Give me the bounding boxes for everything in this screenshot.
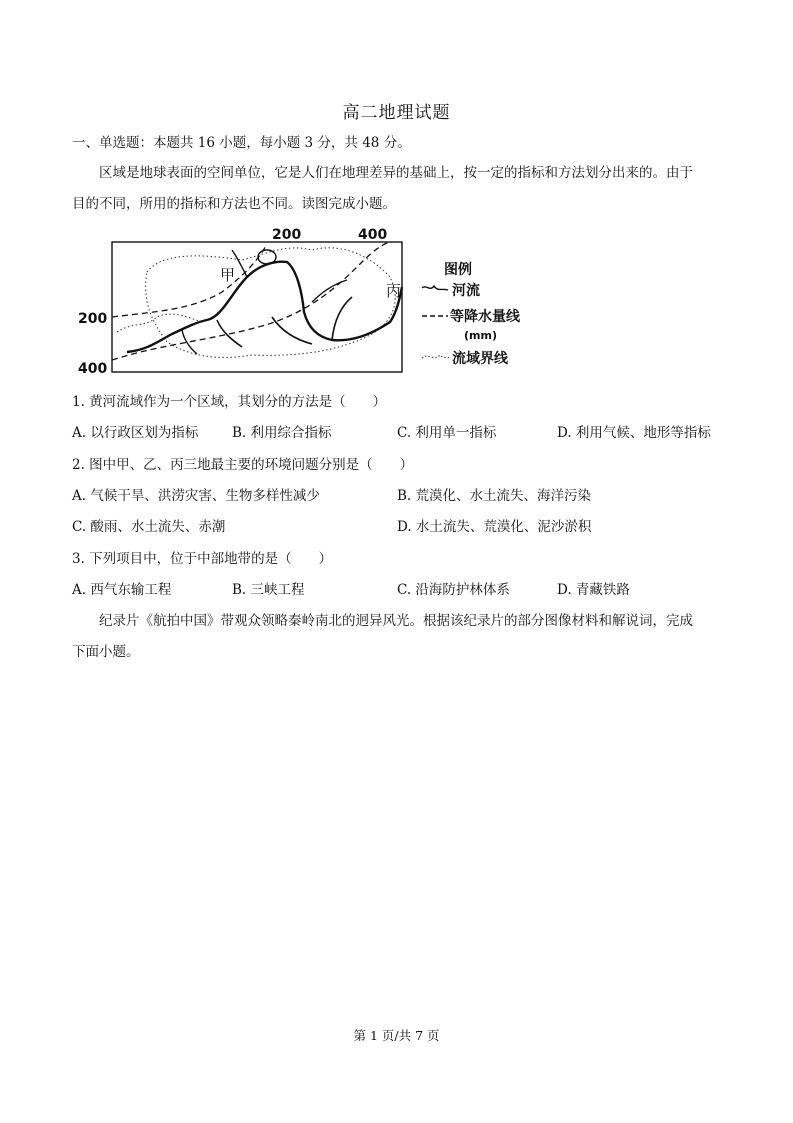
- basin-boundary-west: [117, 314, 202, 332]
- q3-option-c[interactable]: C. 沿海防护林体系: [397, 582, 510, 598]
- intro-paragraph-line-2: 目的不同，所用的指标和方法也不同。读图完成小题。: [72, 196, 396, 212]
- q2-option-d[interactable]: D. 水土流失、荒漠化、泥沙淤积: [397, 519, 592, 535]
- intro2-paragraph-line-2: 下面小题。: [72, 644, 140, 660]
- legend-basin-label: 流域界线: [452, 351, 508, 367]
- legend-river-label: 河流: [452, 283, 480, 299]
- page-title: 高二地理试题: [342, 103, 451, 123]
- q2-option-c[interactable]: C. 酸雨、水土流失、赤潮: [72, 519, 226, 535]
- q3-option-b[interactable]: B. 三峡工程: [232, 582, 305, 598]
- q1-option-d[interactable]: D. 利用气候、地形等指标: [557, 425, 711, 441]
- legend-isohyet-label: 等降水量线: [450, 309, 520, 325]
- isohyet-label-200-left: 200: [78, 311, 108, 327]
- q1-option-a[interactable]: A. 以行政区划为指标: [72, 425, 199, 441]
- legend-river-symbol: [422, 286, 448, 290]
- tributary-3: [332, 297, 352, 340]
- page-footer: 第 1 页/共 7 页: [353, 1028, 440, 1043]
- legend-isohyet-unit: (mm): [464, 329, 497, 342]
- question-2-stem: 2. 图中甲、乙、丙三地最主要的环境问题分别是（ ）: [72, 457, 414, 473]
- q3-option-a[interactable]: A. 西气东输工程: [72, 582, 172, 598]
- map-frame: [112, 242, 402, 372]
- region-label-bing: 丙: [386, 282, 402, 300]
- yellow-river-basin-map: [72, 222, 552, 380]
- question-1-stem: 1. 黄河流域作为一个区域，其划分的方法是（ ）: [72, 394, 387, 410]
- lake: [258, 250, 276, 264]
- question-3-stem: 3. 下列项目中，位于中部地带的是（ ）: [72, 551, 333, 567]
- region-label-jia: 甲: [220, 266, 236, 284]
- q1-option-b[interactable]: B. 利用综合指标: [232, 425, 332, 441]
- q2-option-a[interactable]: A. 气候干旱、洪涝灾害、生物多样性减少: [72, 488, 320, 504]
- yellow-river: [127, 262, 402, 352]
- isohyet-label-400-top: 400: [358, 227, 388, 243]
- q1-option-c[interactable]: C. 利用单一指标: [397, 425, 497, 441]
- q2-option-b[interactable]: B. 荒漠化、水土流失、海洋污染: [397, 488, 592, 504]
- q3-option-d[interactable]: D. 青藏铁路: [557, 582, 630, 598]
- intro-paragraph-line-1: 区域是地球表面的空间单位，它是人们在地理差异的基础上，按一定的指标和方法划分出来的。由于: [99, 165, 693, 181]
- isohyet-label-200-top: 200: [272, 227, 302, 243]
- section-heading: 一、单选题：本题共 16 小题，每小题 3 分，共 48 分。: [72, 135, 411, 151]
- legend-basin-symbol: [422, 355, 450, 358]
- intro2-paragraph-line-1: 纪录片《航拍中国》带观众领略秦岭南北的迥异风光。根据该纪录片的部分图像材料和解说词，完成: [99, 613, 693, 629]
- isohyet-label-400-left: 400: [78, 361, 108, 377]
- map-figure: [72, 222, 552, 380]
- legend-title: 图例: [444, 262, 472, 278]
